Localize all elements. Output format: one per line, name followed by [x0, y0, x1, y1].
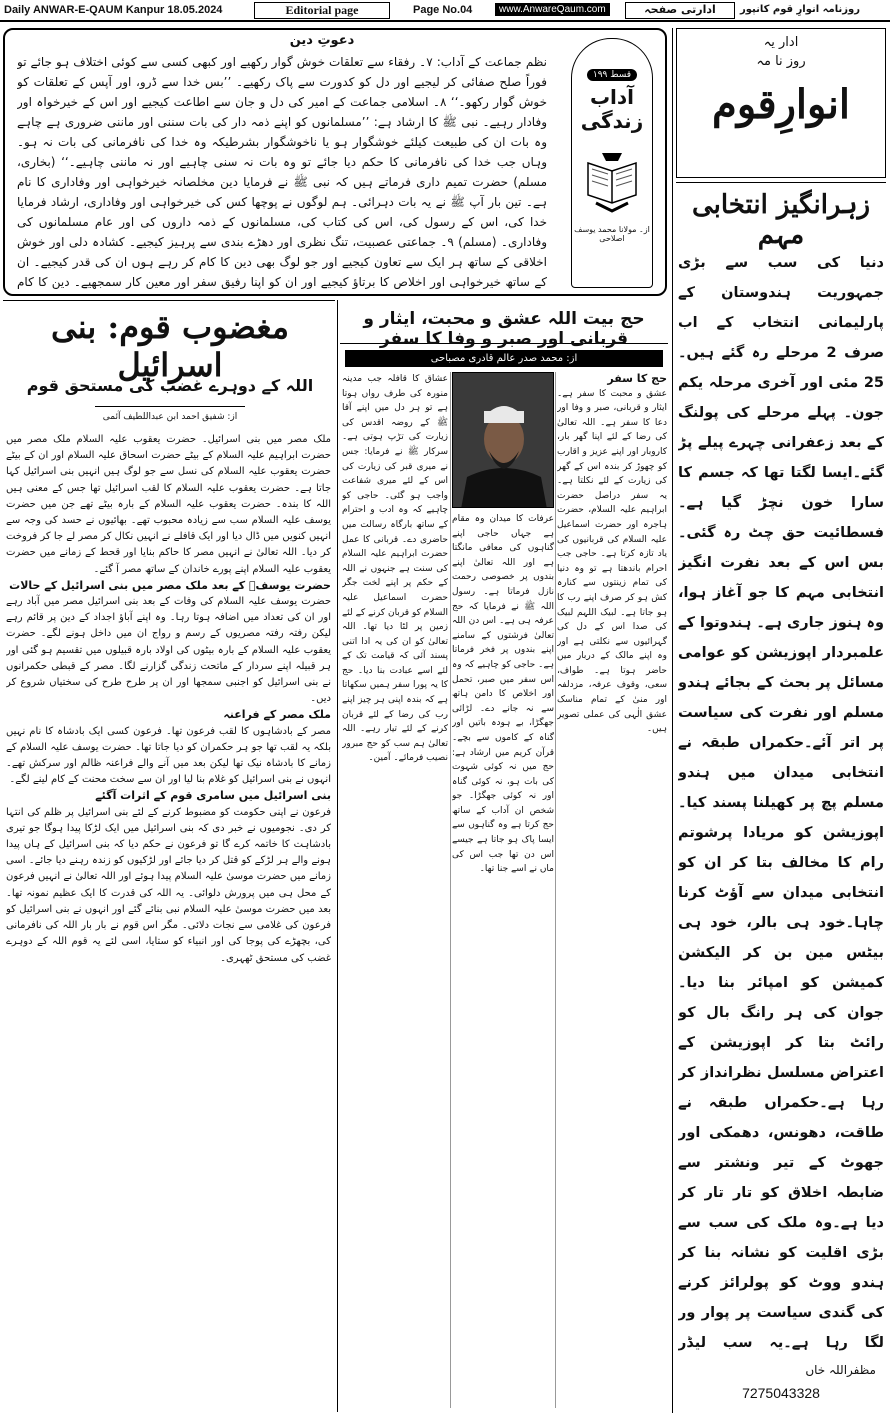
left-article-section3-heading: بنی اسرائیل میں سامری قوم کے اثرات آگئے — [95, 789, 331, 803]
mid-article-column-right — [557, 372, 667, 1408]
left-article-author: از: شفیق احمد ابن عبداللطیف آئمی — [102, 412, 238, 422]
left-article-section3: فرعون نے اپنی حکومت کو مضبوط کرنے کے لئے بنی اسرائیل پر ظلم کی انتہا کر دی۔ نجومیوں نے خبر دی کہ بنی اسرائیل میں ایک لڑکا پیدا ہوگا جو تیری بادشاہت کا خاتمہ کرے گا تو فرعون نے حکم دیا کہ بنی اسرائیل کے ہاں پیدا ہونے والے ہر لڑکے کو قتل کر دیا جائے اور لڑکیوں کو زندہ رہنے دیا جائے۔ اسی زمانے میں حضرت موسیٰ علیہ السلام پیدا ہوئے اور اللہ تعالیٰ نے انہیں فرعون کے محل ہی میں پرورش دلوائی۔ یہ اللہ کی قدرت کا ایک عظیم نمونہ تھا۔ بعد میں حضرت موسیٰ علیہ السلام نبی بنائے گئے اور انہوں نے بنی اسرائیل کو فرعون کی غلامی سے نجات دلائی۔ مگر اس قوم نے بار بار اللہ کی نافرمانی کی، بچھڑے کی پوجا کی اور انبیاء کو ستایا، اسی لئے یہ قوم اللہ کے دوہرے غضب کی مستحق ٹھہری۔ — [6, 806, 331, 964]
subtitle-underline — [95, 406, 245, 407]
mid-article-author: از: محمد صدر عالم قادری مصباحی — [345, 350, 663, 367]
left-article-section2-heading: ملک مصر کے فراعنہ — [223, 708, 331, 722]
dawat-box — [3, 28, 667, 296]
emblem-episode: قسط ۱۹۹ — [587, 69, 637, 81]
column-rule-horizontal — [676, 182, 886, 183]
mid-article-column-left: عشاق کا قافلہ جب مدینہ منورہ کی طرف رواں ہوتا ہے تو ہر دل میں اپنے آقا ﷺ کے روضہ اقدس کی زیارت کی تڑپ ہوتی ہے۔ سرکار ﷺ نے فرمایا: جس نے میری قبر کی زیارت کی اس کے لئے میری شفاعت واجب ہو گئی۔ حاجی کو چاہیے کہ وہ ادب و احترام کے ساتھ بارگاہ رسالت میں حاضری دے۔ قربانی کا عمل حضرت ابراہیم علیہ السلام کی سنت ہے جنہوں نے اللہ کے حکم پر اپنے لخت جگر حضرت اسماعیل علیہ السلام کو قربان کرنے کے لئے زمین پر لٹا دیا تھا۔ اللہ تعالیٰ کو ان کی یہ ادا اتنی پسند آئی کہ قیامت تک کے لئے اسے عبادت بنا دیا۔ حج کا یہ پورا سفر ہمیں سکھاتا ہے کہ بندہ اپنی ہر چیز اپنے رب کی رضا کے لئے قربان کرنے کے لئے تیار رہے۔ اللہ تعالیٰ ہم سب کو حج مبرور نصیب فرمائے۔ آمین۔ — [342, 374, 448, 764]
dawat-body: نظم جماعت کے آداب: ۷۔ رفقاء سے تعلقات خوش گوار رکھیے اور کبھی کسی سے کوئی اختلاف ہو جائے تو فوراً صلح صفائی کر لیجیے اور دل کو کدورت سے پاک رکھیے۔ ’’بس خدا سے ڈرو، اور آپس کے تعلقات کو خوش گوار رکھو۔‘‘ ۸۔ اسلامی جماعت کے امیر کی دل و جان سے اطاعت کیجیے اور اس کے خیرخواہ اور وفادار رہیے۔ نبی ﷺ کا ارشاد ہے: ’’مسلمانوں کو اپنے ذمہ دار کی بات سننی اور ماننی ضروری ہے چاہے وہ بات ان کی طبیعت کیلئے خوشگوار ہو یا ناخوشگوار بشرطیکہ وہ خدا کی نافرمانی کی بات نہ ہو۔ وہاں جب خدا کی نافرمانی کا حکم دیا جائے تو وہ بات نہ سنی چاہیے اور نہ ماننی چاہیے۔‘‘ (بخاری، مسلم) حضرت تمیم داری فرماتے ہیں کہ نبی ﷺ نے فرمایا دین مخلصانہ خیرخواہی اور وفاداری کا نام ہے۔ تین بار آپ ﷺ نے یہ بات دہرائی۔ ہم لوگوں نے پوچھا کس کی خیرخواہی اور وفاداری، ارشاد فرمایا خدا کی، اس کے رسول کی، اس کی کتاب کی، مسلمانوں کے ذمہ داروں کی اور عام مسلمانوں کی وفاداری۔ (مسلم) ۹۔ جماعتی عصبیت، تنگ نظری اور دھڑے بندی سے پرہیز کیجیے۔ کشادہ دلی اور خوش اخلاقی کے ساتھ ہر ایک سے تعاون کیجیے اور جو لوگ بھی دین کا کام کر رہے ہوں ان کی قدر کیجیے۔ ان کے ساتھ خیرخواہی اور اخلاص کا برتاؤ کیجیے اور ان کو اپنا رفیق سفر اور معین کار سمجھیے۔ دین کا کام — [17, 55, 547, 289]
editorial-page-label-urdu: ادارتی صفحہ — [625, 2, 735, 19]
page-header — [0, 0, 890, 22]
mid-article-column-right-text: عشق و محبت کا سفر ہے۔ ایثار و قربانی، صبر و وفا اور دعا کا سفر ہے۔ اللہ تعالیٰ کی رضا کے لئے اپنا گھر بار، کاروبار اور اپنے عزیز و اقارب کو چھوڑ کر بندہ اس کے گھر کی زیارت کے لئے نکلتا ہے۔ یہ سفر دراصل حضرت ابراہیم علیہ السلام، حضرت ہاجرہ اور حضرت اسماعیل علیہ السلام کی قربانیوں کی یاد تازہ کرتا ہے۔ حاجی جب احرام باندھتا ہے تو وہ دنیا کی تمام زینتوں سے کنارہ کش ہو کر صرف اپنے رب کا ہو جاتا ہے۔ لبیک اللہم لبیک کی صدا اس کے دل کی گہرائیوں سے نکلتی ہے اور وہ اپنے مالک کے دربار میں حاضر ہوتا ہے۔ طواف، سعی، وقوف عرفہ، مزدلفہ اور منیٰ کے تمام مناسک عشق الٰہی کی عملی تصویر ہیں۔ — [557, 388, 667, 735]
author-portrait — [452, 372, 554, 508]
editorial-phone: 7275043328 — [742, 1385, 820, 1401]
mid-article-title-box — [340, 300, 668, 349]
page-number: Page No.04 — [413, 4, 473, 16]
open-book-icon — [582, 143, 642, 213]
editorial-title: زہرانگیز انتخابی مہم — [691, 190, 871, 250]
left-article-subtitle: اللہ کے دوہرے غضب کی مستحق قوم — [26, 376, 314, 395]
editorial-masthead — [676, 28, 886, 178]
left-article-title: مغضوب قوم: بنی اسرائیل — [51, 308, 289, 384]
column-rule — [555, 372, 556, 1408]
left-article-section1: حضرت یوسف علیہ السلام کی وفات کے بعد بنی اسرائیل مصر میں آباد رہے اور ان کی تعداد میں اضافہ ہوتا رہا۔ وہ اپنے آباؤ اجداد کے دین پر قائم رہے لیکن رفتہ رفتہ مصریوں کے رسم و رواج ان میں داخل ہونے لگے۔ حضرت یعقوب علیہ السلام کے بارہ بیٹوں کی اولاد بارہ قبیلوں میں تقسیم ہو گئی اور ہر قبیلہ اپنے سردار کے ماتحت زندگی گزارنے لگا۔ مصر کے قبطی حکمرانوں نے بنی اسرائیل کو اجنبی سمجھا اور ان پر طرح طرح کی سختیاں شروع کر دیں۔ — [6, 596, 331, 705]
column-rule — [337, 300, 338, 1412]
left-article-intro: ملک مصر میں بنی اسرائیل۔ حضرت یعقوب علیہ السلام ملک مصر میں حضرت ابراہیم علیہ السلام کے بیٹے حضرت اسحاق علیہ السلام اور ان کے بیٹے حضرت یعقوب علیہ السلام کی نسل سے جو لوگ ہیں انہیں بنی اسرائیل کہا جاتا ہے۔ حضرت یعقوب علیہ السلام کا لقب اسرائیل تھا جس کے معنی ہیں اللہ کا بندہ۔ حضرت یعقوب علیہ السلام کے بارہ بیٹے تھے جن میں حضرت یوسف علیہ السلام سب سے زیادہ محبوب تھے۔ بھائیوں نے حسد کی وجہ سے انہیں کنویں میں ڈال دیا اور ایک قافلے نے انہیں نکال کر مصر لے جا کر فروخت کر دیا۔ اللہ تعالیٰ نے انہیں مصر کا حاکم بنایا اور قحط کے زمانے میں حضرت یعقوب علیہ السلام اپنے پورے خاندان کے ساتھ مصر آ گئے۔ — [6, 434, 331, 575]
mid-article-title: حج بیت اللہ عشق و محبت، ایثار و قربانی اور صبر و وفا کا سفر — [363, 309, 645, 349]
left-article-section2: مصر کے بادشاہوں کا لقب فرعون تھا۔ فرعون کسی ایک بادشاہ کا نام نہیں بلکہ یہ لقب تھا جو ہر حکمران کو دیا جاتا تھا۔ حضرت یوسف علیہ السلام کے زمانے کا بادشاہ نیک تھا لیکن بعد میں آنے والے فراعنہ ظالم اور سرکش تھے۔ انہوں نے بنی اسرائیل کو غلام بنا لیا اور ان سے سخت محنت کے کام لینے لگے۔ — [6, 725, 331, 786]
masthead-line1: ادار یہ — [763, 35, 799, 50]
editorial-page-label: Editorial page — [254, 2, 390, 19]
left-article-body — [6, 432, 331, 1410]
left-article-section1-heading: حضرت یوسفؑ کے بعد ملک مصر میں بنی اسرائیل کے حالات — [9, 578, 331, 592]
website-link[interactable]: www.AnwareQaum.com — [495, 3, 610, 16]
editorial-body: دنیا کی سب سے بڑی جمہوریت ہندوستان کے پارلیمانی انتخاب کے اب صرف 2 مرحلے رہ گئے ہیں۔25 مئی اور آخری مرحلہ یکم جون۔ پہلے مرحلے کی پولنگ کے بعد زعفرانی چہرے پیلے پڑ گئے۔ایسا لگتا تھا کہ جسم کا سارا خون نچڑ گیا ہے۔فسطائیت حق چٹ رہ گئی۔بس اس کے بعد نفرت انگیز انتخابی مہم کا جو آغاز ہوا، وہ ہنوز جاری ہے۔ ہندوتوا کے علمبردار اپوزیشن کو عوامی مسائل پر بحث کے بجائے ہندو مسلم اور نفرت کی سیاست پر اتر آئے۔حکمراں طبقہ نے انتخابی میدان میں ہندو مسلم پچ پر کھیلنا پسند کیا۔اپوزیشن کو مریادا پرشوتم رام کا مخالف بتا کر ان کو انتخابی میدان سے آؤٹ کرنا چاہا۔خود ہی بالر، خود ہی بیٹس مین بن کر الیکشن کمیشن کو امپائر بنا دیا۔جوان کی ہر رانگ بال کو رائٹ بتا کر اپوزیشن کے اعتراض مسلسل نظرانداز کر رہا ہے۔حکمراں طبقہ نے طاقت، دھونس، دھمکی اور جھوٹ کے تیر ونشتر سے ضابطہ اخلاق کو تار تار کر دیا ہے۔وہ ملک کی سب سے بڑی اقلیت کو نشانہ بنا کر ہندو ووٹ کو پولرائز کرنے کی گندی سیاست پر پوار ور لگا رہا ہے۔یہ سب لیڈر — [678, 255, 884, 1351]
emblem-title-1: آداب — [589, 85, 635, 109]
adaab-zindagi-emblem — [571, 38, 653, 288]
column-rule — [672, 28, 673, 1413]
masthead-line2: روز نا مہ — [756, 54, 806, 69]
paper-date-label: Daily ANWAR-E-QAUM Kanpur 18.05.2024 — [4, 4, 223, 16]
dawat-heading: دعوتِ دین — [289, 33, 355, 48]
editorial-author: مظفراللہ خاں — [805, 1363, 876, 1377]
mid-article-column-middle: عرفات کا میدان وہ مقام ہے جہاں حاجی اپنے گناہوں کی معافی مانگتا ہے اور اللہ تعالیٰ اپنے بندوں پر خصوصی رحمت نازل فرماتا ہے۔ رسول اللہ ﷺ نے فرمایا کہ حج عرفہ ہی ہے۔ اس دن اللہ تعالیٰ فرشتوں کے سامنے اپنے بندوں پر فخر فرماتا ہے۔ حاجی کو چاہیے کہ وہ اس سفر میں صبر، تحمل اور اخلاص کا دامن ہاتھ سے نہ جانے دے۔ لڑائی جھگڑا، بے ہودہ باتیں اور گناہ کے کاموں سے بچے۔ قرآن کریم میں ارشاد ہے: حج میں نہ کوئی شہوت کی بات ہو، نہ کوئی گناہ اور نہ کوئی جھگڑا۔ جو شخص ان آداب کے ساتھ حج کرتا ہے وہ گناہوں سے ایسا پاک ہو جاتا ہے جیسے اس دن تھا جب اس کی ماں نے اسے جنا تھا۔ — [452, 514, 554, 875]
emblem-title-2: زندگی — [580, 109, 644, 133]
paper-name-urdu: روزنامہ انوارِ قوم کانپور — [740, 4, 860, 15]
mid-article-column-heading: حج کا سفر — [607, 372, 667, 385]
masthead-name: انوارِقوم — [712, 81, 850, 128]
emblem-author: از۔ مولانا محمد یوسف اصلاحی — [574, 225, 650, 243]
column-rule — [450, 372, 451, 1408]
column-rule-horizontal — [3, 300, 335, 301]
